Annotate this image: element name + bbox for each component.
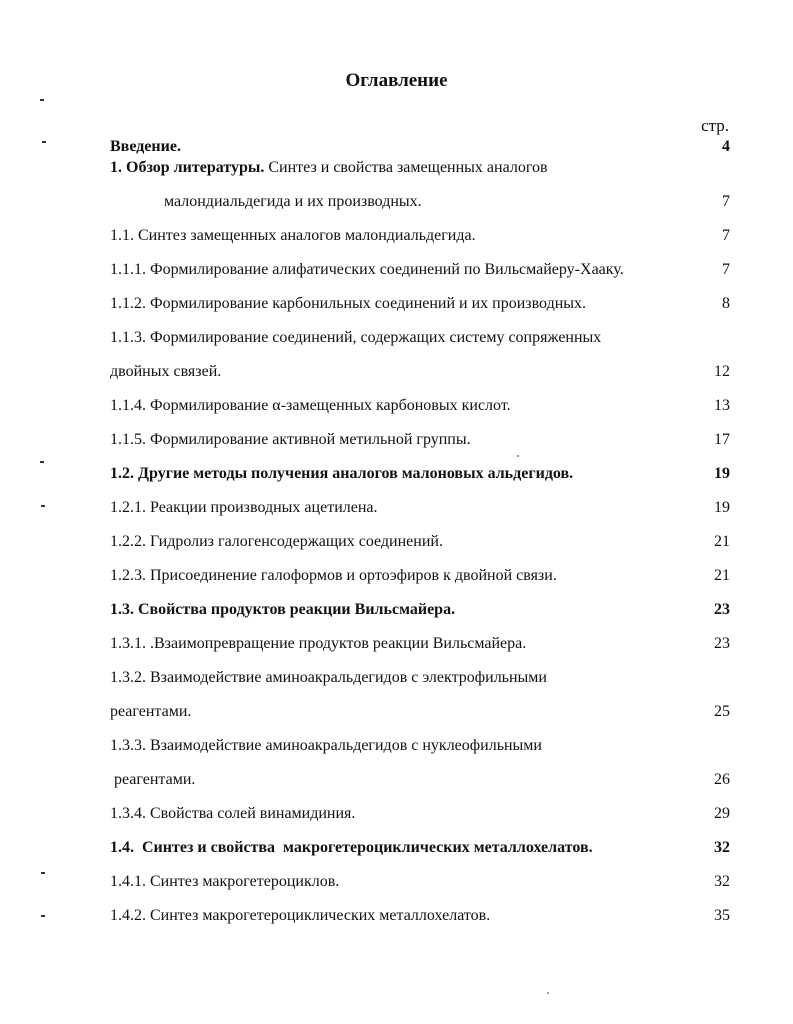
scan-mark	[40, 99, 44, 101]
toc-entry	[110, 464, 730, 484]
toc-entry-text: 1.4. Синтез и свойства макрогетероциклических металлохелатов.	[110, 839, 593, 856]
toc-entry-text: 1.2.1. Реакции производных ацетилена.	[110, 499, 378, 516]
toc-entry-page: 29	[714, 805, 730, 822]
toc-entry-text: 1.3.3. Взаимодействие аминоакральдегидов с нуклеофильными	[110, 737, 542, 754]
toc-entry-text: 1.4.2. Синтез макрогетероциклических металлохелатов.	[110, 907, 491, 924]
toc-entry-text: 1.1.2. Формилирование карбонильных соединений и их производных.	[110, 295, 587, 312]
toc-entry-text: 1.3. Свойства продуктов реакции Вильсмайера.	[110, 601, 456, 618]
scan-dot	[517, 455, 519, 457]
toc-entry	[110, 838, 730, 858]
toc-entry-text: 1.1.5. Формилирование активной метильной группы.	[110, 431, 471, 448]
toc-entry-page: 4	[722, 138, 730, 155]
toc-entry	[110, 260, 730, 280]
toc-entry-page: 23	[714, 635, 730, 652]
toc-entry-bold-text: 1. Обзор литературы.	[110, 159, 265, 176]
toc-entry	[110, 634, 730, 654]
toc-entry-text: двойных связей.	[110, 363, 222, 380]
scan-mark	[40, 461, 44, 463]
toc-entry-text: 1.2.2. Гидролиз галогенсодержащих соединений.	[110, 533, 443, 550]
toc-entry-text: 1.1. Синтез замещенных аналогов малондиальдегида.	[110, 227, 476, 244]
scan-dot	[547, 992, 549, 994]
toc-entry	[110, 226, 730, 246]
toc-entry-page: 26	[714, 771, 730, 788]
toc-entry	[110, 137, 730, 157]
toc-entry	[110, 872, 730, 892]
toc-entry-text: малондиальдегида и их производных.	[164, 193, 422, 210]
toc-entry-page: 21	[714, 567, 730, 584]
toc-entry	[110, 566, 730, 586]
toc-entry	[110, 804, 730, 824]
toc-entry-text: реагентами.	[110, 771, 196, 788]
toc-entry-page: 32	[714, 873, 730, 890]
toc-entry	[110, 736, 730, 756]
toc-entry-page: 12	[714, 363, 730, 380]
toc-entry-page: 17	[714, 431, 730, 448]
toc-entry-page: 23	[714, 601, 730, 618]
scan-mark	[41, 505, 45, 507]
toc-entry-text: 1.1.3. Формилирование соединений, содержащих систему сопряженных	[110, 329, 602, 346]
toc-entry-text: 1.2.3. Присоединение галоформов и ортоэфиров к двойной связи.	[110, 567, 557, 584]
toc-entry	[110, 430, 730, 450]
toc-entry-text: 1.2. Другие методы получения аналогов малоновых альдегидов.	[110, 465, 574, 482]
toc-entry	[110, 192, 730, 212]
toc-entry-page: 19	[714, 499, 730, 516]
toc-entry-page: 7	[722, 193, 730, 210]
toc-entry-page: 35	[714, 907, 730, 924]
toc-entry-page: 7	[722, 261, 730, 278]
scan-mark	[41, 872, 45, 874]
toc-entry-page: 7	[722, 227, 730, 244]
toc-entry-text: реагентами.	[110, 703, 192, 720]
page-title: Оглавление	[345, 70, 448, 91]
toc-entry-text: 1.4.1. Синтез макрогетероциклов.	[110, 873, 340, 890]
toc-entry	[110, 328, 730, 348]
toc-entry-text: 1.1.1. Формилирование алифатических соединений по Вильсмайеру-Хааку.	[110, 261, 624, 278]
scan-mark	[41, 915, 45, 917]
toc-entry-page: 13	[714, 397, 730, 414]
toc-entry-page: 25	[714, 703, 730, 720]
toc-entry-text: Синтез и свойства замещенных аналогов	[264, 159, 548, 176]
toc-entry	[110, 362, 730, 382]
toc-entry	[110, 668, 730, 688]
toc-entry-text: 1.1.4. Формилирование α-замещенных карбоновых кислот.	[110, 397, 511, 414]
toc-entry	[110, 702, 730, 722]
toc-entry-text: 1.3.2. Взаимодействие аминоакральдегидов с электрофильными	[110, 669, 547, 686]
toc-entry-text: Введение.	[110, 138, 181, 155]
page-column-header: стр.	[701, 116, 729, 135]
toc-entry	[110, 498, 730, 518]
toc-entry	[110, 396, 730, 416]
toc-entry-page: 32	[714, 839, 730, 856]
toc-entry	[110, 770, 730, 790]
toc-entry	[110, 600, 730, 620]
scan-mark	[42, 141, 46, 143]
toc-entry-text: 1.3.1. .Взаимопревращение продуктов реакции Вильсмайера.	[110, 635, 527, 652]
toc-entry-page: 8	[722, 295, 730, 312]
toc-entry	[110, 906, 730, 926]
toc-entry	[110, 158, 730, 178]
toc-entry-page: 21	[714, 533, 730, 550]
toc-entry-page: 19	[714, 465, 730, 482]
toc-entry	[110, 532, 730, 552]
toc-entry-text: 1.3.4. Свойства солей винамидиния.	[110, 805, 356, 822]
toc-entry	[110, 294, 730, 314]
